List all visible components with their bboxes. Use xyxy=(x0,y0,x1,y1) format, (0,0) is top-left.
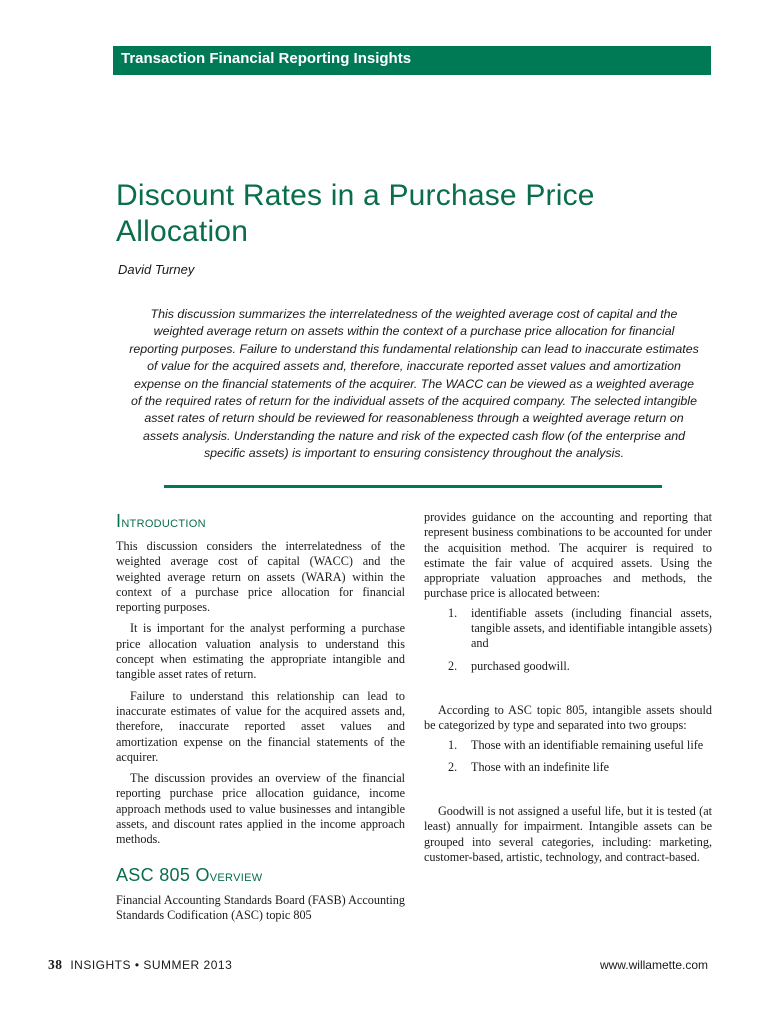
article-abstract: This discussion summarizes the interrelatedness of the weighted average cost of capital and the weighted average return on assets within the context of a purchase price allocation for financial reporting purposes. Failure to understand this fundamental relationship can lead to inaccurate estimates of value for the acquired assets and, therefore, inaccurate reported asset values and amortization expense on the financial statements of the acquirer. The WACC can be viewed as a weighted average of the required rates of return for the individual assets of the acquired company. The selected intangible asset rates of return should be reviewed for reasonableness through a weighted average return on assets analysis. Understanding the nature and risk of the expected cash flow (of the enterprise and specific assets) is important to ensuring consistency throughout the analysis. xyxy=(129,307,699,461)
abstract-divider xyxy=(164,485,662,488)
list-item: 2. purchased goodwill. xyxy=(448,658,570,673)
list-item: 1. identifiable assets (including financial assets, tangible assets, and identifiable intangible assets) and xyxy=(448,605,712,651)
article-title-line2: Allocation xyxy=(116,215,249,248)
article-author: David Turney xyxy=(118,262,195,277)
asc-paragraph-1: Financial Accounting Standards Board (FASB) Accounting Standards Codification (ASC) topic 805 xyxy=(116,892,405,922)
list-item: 2. Those with an indefinite life xyxy=(448,759,610,774)
intangible-groups-list xyxy=(424,738,712,776)
article-title-line1: Discount Rates in a Purchase Price xyxy=(116,179,595,212)
left-column xyxy=(116,510,405,923)
intro-paragraph-1: This discussion considers the interrelatedness of the weighted average cost of capital (WACC) and the weighted average return on assets (WARA) within the context of a purchase price allocation for financial reporting purposes. xyxy=(116,539,405,615)
website-link[interactable]: www.willamette.com xyxy=(599,958,708,972)
publication-label: INSIGHTS • SUMMER 2013 xyxy=(70,958,233,972)
right-paragraph-3: Goodwill is not assigned a useful life, but it is tested (at least) annually for impairment. Intangible assets can be grouped into several categories, including: marketing, customer-based, artistic, technology, and contract-based. xyxy=(424,804,712,865)
right-paragraph-2: According to ASC topic 805, intangible assets should be categorized by type and separated into two groups: xyxy=(424,702,712,733)
section-banner: Transaction Financial Reporting Insights xyxy=(113,46,711,75)
right-paragraph-1: provides guidance on the accounting and reporting that represent business combinations to be accounted for under the acquisition method. The acquirer is required to estimate the fair value of acquired assets. Using the appropriate valuation approaches and methods, the purchase price is allocated between: xyxy=(424,510,712,601)
intro-paragraph-4: The discussion provides an overview of the financial reporting purchase price allocation guidance, income approach methods used to value businesses and intangible assets, and discount rates applied in the income approach methods. xyxy=(116,771,405,847)
article-title xyxy=(116,178,706,250)
allocation-list xyxy=(424,606,712,674)
introduction-heading: Introduction xyxy=(116,511,206,531)
asc-805-overview-heading: ASC 805 Overview xyxy=(116,864,263,885)
page-number: 38 xyxy=(48,957,63,972)
intro-paragraph-2: It is important for the analyst performing a purchase price allocation valuation analysis to understand this concept when estimating the appropriate intangible and tangible asset rates of return. xyxy=(116,621,405,682)
intro-paragraph-3: Failure to understand this relationship can lead to inaccurate estimates of value for the acquired assets and, therefore, inaccurate reported asset values and amortization expense on the financial statements of the acquirer. xyxy=(116,688,405,764)
list-item: 1. Those with an identifiable remaining useful life xyxy=(448,737,704,752)
page-footer-publication xyxy=(48,957,232,973)
right-column xyxy=(424,510,712,865)
